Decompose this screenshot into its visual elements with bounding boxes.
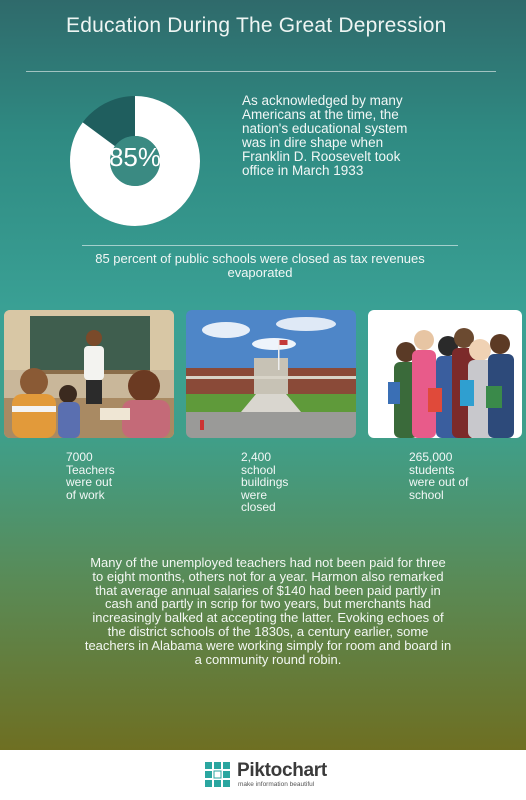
- percent-donut-chart: [70, 96, 200, 226]
- stat-line: buildings: [241, 475, 289, 489]
- stat-teachers: [66, 451, 136, 501]
- students-photo: [368, 310, 522, 438]
- piktochart-logo-icon: [205, 762, 231, 788]
- stat-line: Teachers: [66, 462, 115, 477]
- stat-line: were: [241, 487, 268, 502]
- stat-buildings: [241, 451, 301, 514]
- classroom-photo: [4, 310, 174, 438]
- stat-line: of work: [66, 487, 105, 502]
- divider-middle: [82, 245, 458, 246]
- donut-percent-label: 85%: [108, 142, 162, 172]
- brand-name: Piktochart: [237, 760, 327, 781]
- footer: [0, 750, 526, 800]
- school-building-photo: [186, 310, 356, 438]
- stat-line: were out of: [409, 475, 469, 489]
- stat-line: students: [409, 462, 455, 477]
- stat-line: school: [409, 487, 444, 502]
- unpaid-teachers-paragraph: Many of the unemployed teachers had not been paid for three to eight months, others not for a year. Harmon also remarked that average annual salaries of $140 had been paid partly in cash and partly in scrip for two years, but merchants had increasingly balked at accepting the latter. Evoking echoes of the district schools of the 1830s, a century earlier, some teachers in Alabama were working simply for room and board in a community round robin.: [84, 555, 452, 667]
- divider-top: [26, 71, 496, 72]
- intro-text: As acknowledged by many Americans at the time, the nation's educational system was in dire shape when Franklin D. Roosevelt took office in March 1933: [242, 93, 408, 178]
- schools-closed-text: 85 percent of public schools were closed as tax revenues evaporated: [95, 251, 425, 280]
- stat-line: 265,000: [409, 450, 453, 464]
- stat-line: were out: [66, 475, 113, 489]
- stat-students: [409, 451, 479, 501]
- stat-line: 7000: [66, 450, 93, 464]
- piktochart-logo[interactable]: [205, 760, 325, 792]
- stat-line: 2,400: [241, 450, 272, 464]
- brand-tagline: make information beautiful: [238, 781, 315, 788]
- stat-line: closed: [241, 500, 276, 514]
- page-title: Education During The Great Depression: [66, 14, 447, 37]
- stat-line: school: [241, 462, 276, 477]
